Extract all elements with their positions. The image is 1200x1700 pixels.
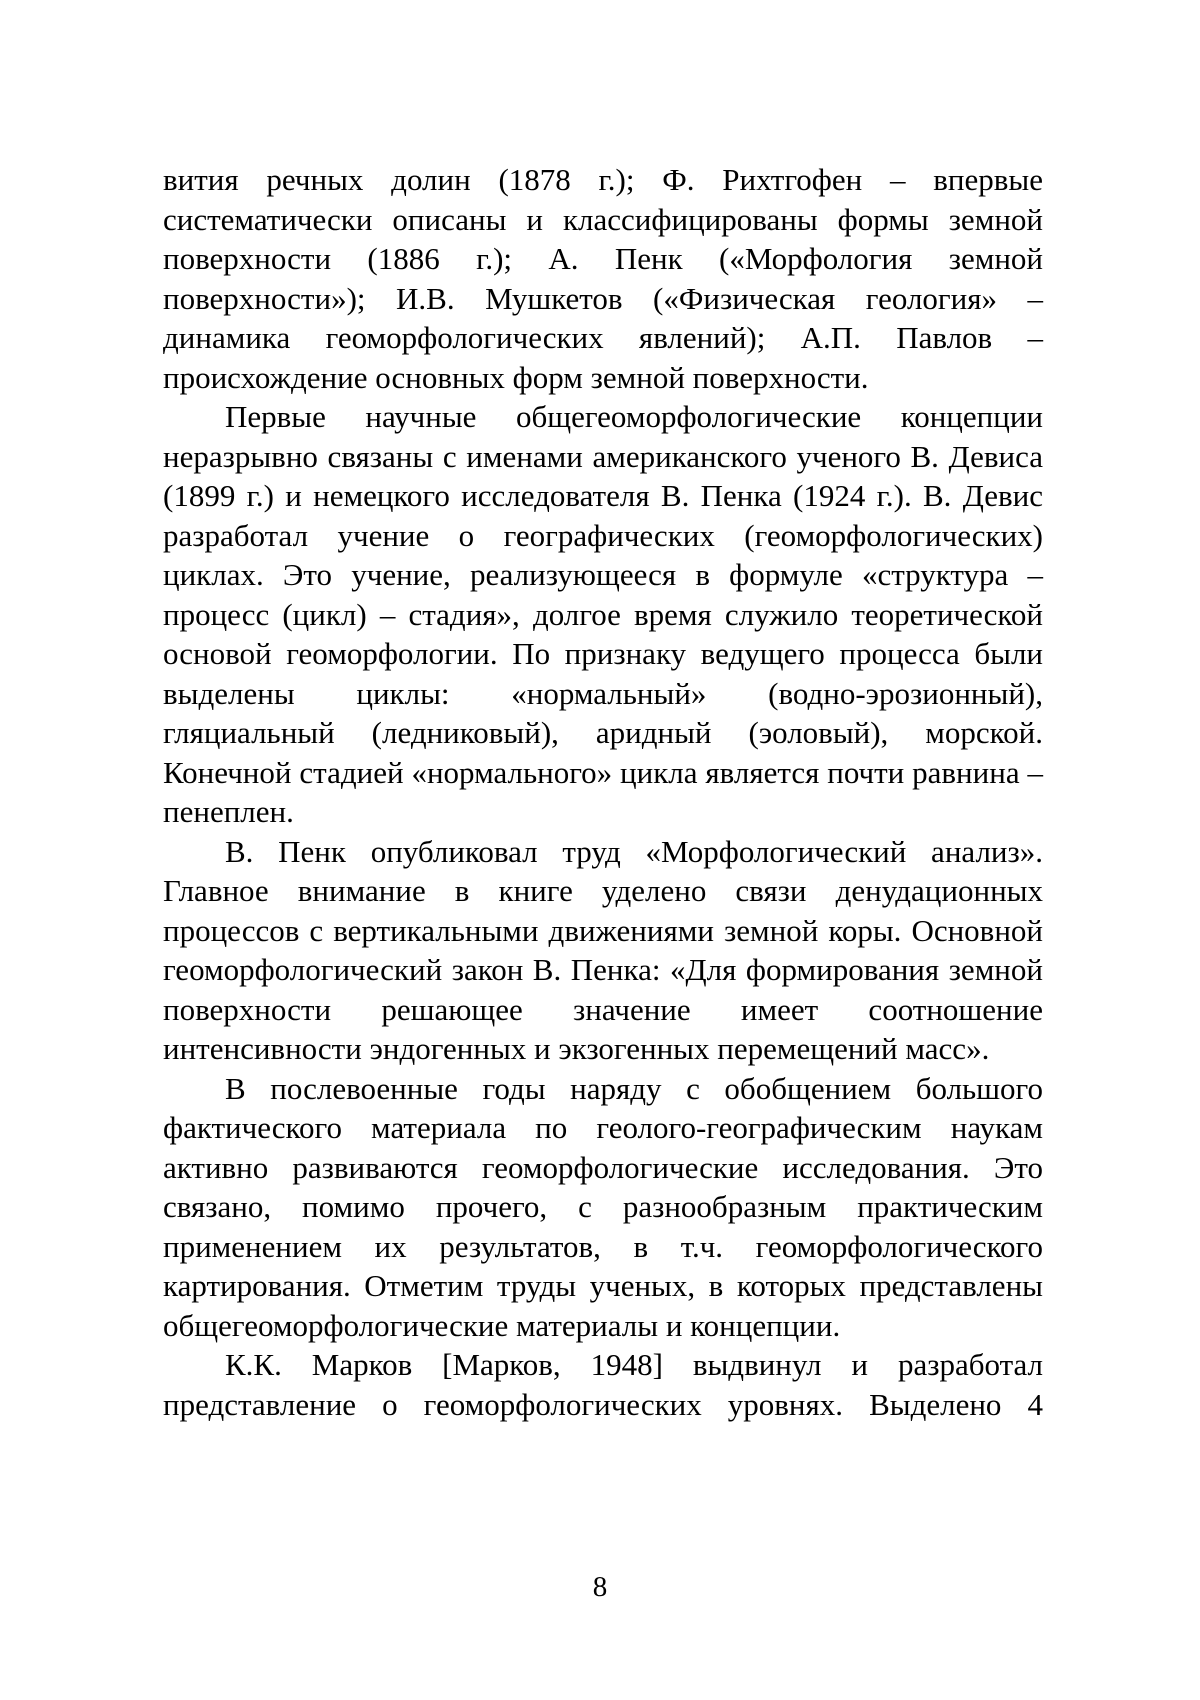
- page-number: 8: [592, 1571, 608, 1603]
- paragraph-2: Первые научные общегеоморфологические концепции неразрывно связаны с именами американского ученого В. Девиса (1899 г.) и немецкого исследователя В. Пенка (1924 г.). В. Девис разработал учение о географических (геоморфологических) циклах. Это учение, реализующееся в формуле «структура – процесс (цикл) – стадия», долгое время служило теоретической основой геоморфологии. По признаку ведущего процесса были выделены циклы: «нормальный» (водно-эрозионный), гляциальный (ледниковый), аридный (эоловый), морской. Конечной стадией «нормального» цикла является почти равнина – пенеплен.: [163, 399, 1043, 829]
- paragraph-4: В послевоенные годы наряду с обобщением большого фактического материала по геолого-географическим наукам активно развиваются геоморфологические исследования. Это связано, помимо прочего, с разнообразным практическим применением их результатов, в т.ч. геоморфологического картирования. Отметим труды ученых, в которых представлены общегеоморфологические материалы и концепции.: [163, 1070, 1043, 1343]
- paragraph-3: В. Пенк опубликовал труд «Морфологический анализ». Главное внимание в книге уделено связи денудационных процессов с вертикальными движениями земной коры. Основной геоморфологический закон В. Пенка: «Для формирования земной поверхности решающее значение имеет соотношение интенсивности эндогенных и экзогенных перемещений масс».: [163, 833, 1043, 1066]
- body-text: [163, 160, 1043, 1424]
- paragraph-1: вития речных долин (1878 г.); Ф. Рихтгофен – впервые систематически описаны и классифицированы формы земной поверхности (1886 г.); А. Пенк («Морфология земной поверхности»); И.В. Мушкетов («Физическая геология» – динамика геоморфологических явлений); А.П. Павлов – происхождение основных форм земной поверхности.: [163, 162, 1043, 395]
- paragraph-5: К.К. Марков [Марков, 1948] выдвинул и разработал представление о геоморфологических уровнях. Выделено 4: [163, 1347, 1043, 1422]
